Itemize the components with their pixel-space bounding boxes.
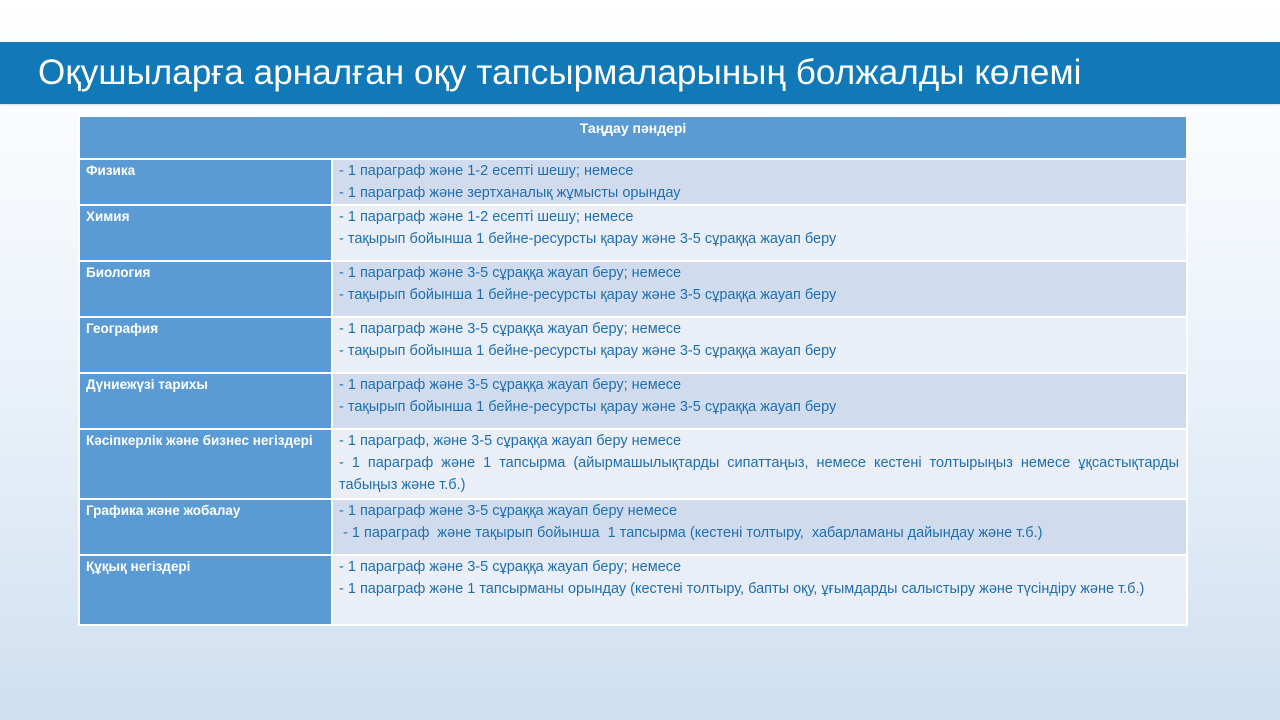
subject-cell: Құқық негіздері	[79, 555, 332, 625]
table-row	[79, 555, 1187, 625]
description-cell	[332, 555, 1187, 625]
description-line: - 1 параграф және 3-5 сұраққа жауап беру немесе	[339, 503, 678, 519]
subject-cell: География	[79, 317, 332, 373]
subject-cell: Физика	[79, 159, 332, 205]
description-cell	[332, 317, 1187, 373]
description-line: - 1 параграф және 1 тапсырма (айырмашылықтарды сипаттаңыз, немесе кестені толтырыңыз немесе ұқсастықтарды табыңыз және т.б.)	[339, 455, 1180, 493]
subjects-table	[78, 115, 1188, 626]
subject-cell: Графика және жобалау	[79, 499, 332, 555]
description-cell	[332, 205, 1187, 261]
description-line: - тақырып бойынша 1 бейне-ресурсты қарау және 3-5 сұраққа жауап беру	[339, 287, 837, 303]
description-line: - 1 параграф және тақырып бойынша 1 тапсырма (кестені толтыру, хабарламаны дайындау және т.б.)	[339, 525, 1043, 541]
table-row	[79, 373, 1187, 429]
subject-cell: Биология	[79, 261, 332, 317]
description-line: - 1 параграф және 3-5 сұраққа жауап беру; немесе	[339, 559, 682, 575]
description-line: - 1 параграф және 1-2 есепті шешу; немесе	[339, 209, 634, 225]
description-cell	[332, 499, 1187, 555]
subject-cell: Дүниежүзі тарихы	[79, 373, 332, 429]
table-row	[79, 317, 1187, 373]
description-line: - 1 параграф және зертханалық жұмысты орындау	[339, 185, 681, 201]
table-row	[79, 261, 1187, 317]
table-header: Таңдау пәндері	[79, 116, 1187, 159]
subject-cell: Кәсіпкерлік және бизнес негіздері	[79, 429, 332, 499]
description-line: - 1 параграф және 1-2 есепті шешу; немесе	[339, 163, 634, 179]
description-line: - 1 параграф және 3-5 сұраққа жауап беру; немесе	[339, 377, 682, 393]
description-line: - 1 параграф және 1 тапсырманы орындау (кестені толтыру, бапты оқу, ұғымдарды салыстыру және түсіндіру және т.б.)	[339, 581, 1145, 597]
description-line: - 1 параграф және 3-5 сұраққа жауап беру; немесе	[339, 265, 682, 281]
slide-title: Оқушыларға арналған оқу тапсырмаларының болжалды көлемі	[38, 53, 1082, 92]
description-line: - тақырып бойынша 1 бейне-ресурсты қарау және 3-5 сұраққа жауап беру	[339, 399, 837, 415]
table-row	[79, 159, 1187, 205]
description-cell	[332, 261, 1187, 317]
description-line: - 1 параграф, және 3-5 сұраққа жауап беру немесе	[339, 433, 682, 449]
table-header-row	[79, 116, 1187, 159]
description-line: - 1 параграф және 3-5 сұраққа жауап беру; немесе	[339, 321, 682, 337]
description-cell	[332, 373, 1187, 429]
description-cell	[332, 159, 1187, 205]
subject-cell: Химия	[79, 205, 332, 261]
description-line: - тақырып бойынша 1 бейне-ресурсты қарау және 3-5 сұраққа жауап беру	[339, 231, 837, 247]
table-row	[79, 499, 1187, 555]
description-cell	[332, 429, 1187, 499]
table-row	[79, 429, 1187, 499]
description-line: - тақырып бойынша 1 бейне-ресурсты қарау және 3-5 сұраққа жауап беру	[339, 343, 837, 359]
title-bar	[0, 42, 1280, 104]
table-row	[79, 205, 1187, 261]
